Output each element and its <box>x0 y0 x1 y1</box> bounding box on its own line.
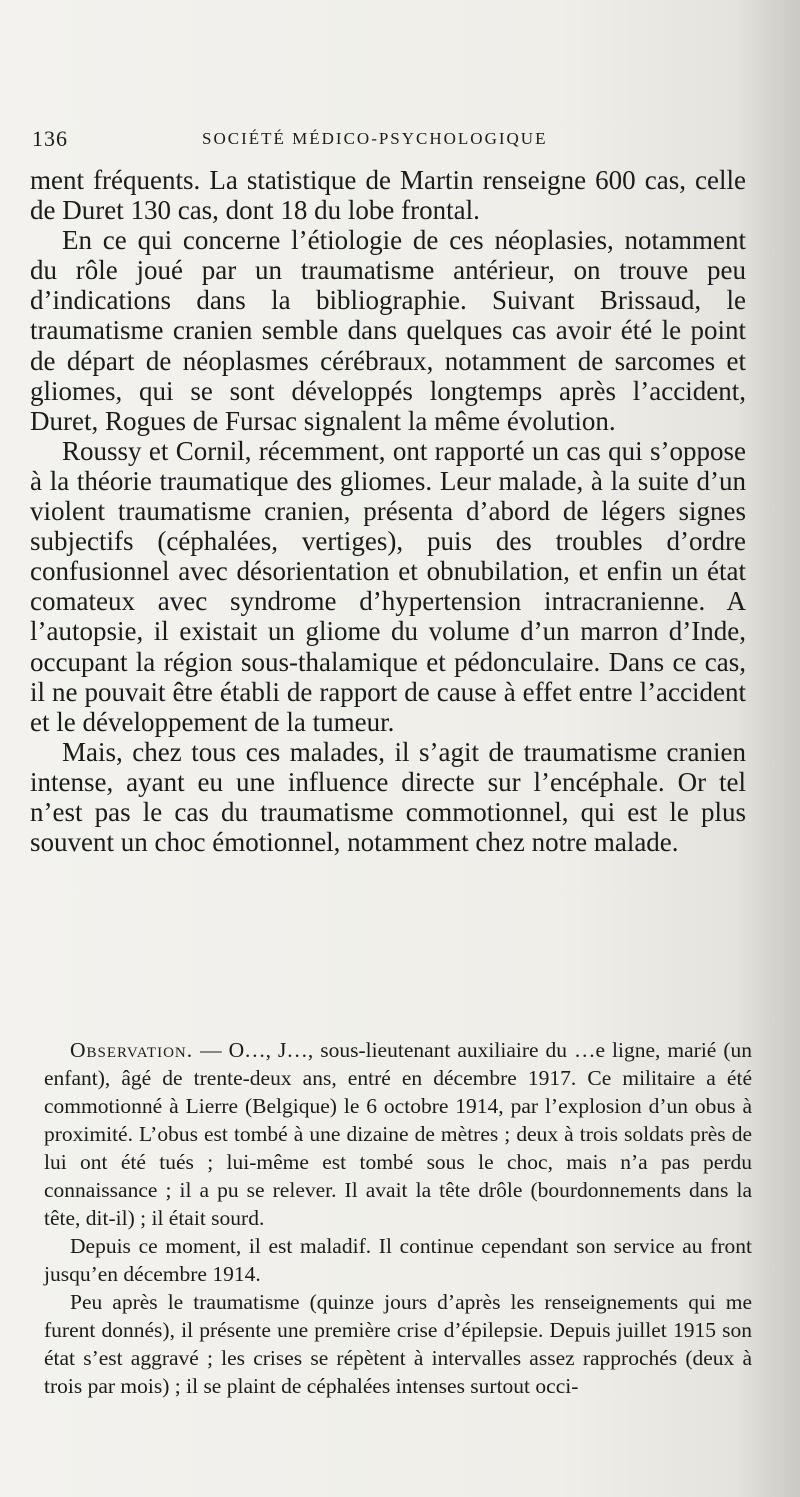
observation-text: — O…, J…, sous-lieutenant auxiliaire du …e ligne, marié (un enfant), âgé de trente-deux ans, entré en décembre 1917. Ce militaire a été commotionné à Lierre (Belgique) le 6 octobre 1914, par l’explosion d’un obus à proximité. L’obus est tombé à une dizaine de mètres ; deux à trois soldats près de lui ont été tués ; lui-même est tombé sous le choc, mais n’a pas perdu connaissance ; il a pu se relever. Il avait la tête drôle (bourdonnements dans la tête, dit-il) ; il était sourd. <box>44 1038 752 1230</box>
observation-paragraph <box>44 1036 752 1232</box>
observation-section <box>44 1036 752 1400</box>
observation-paragraph: Depuis ce moment, il est maladif. Il continue cependant son service au front jusqu’en décembre 1914. <box>44 1234 752 1286</box>
running-head: SOCIÉTÉ MÉDICO-PSYCHOLOGIQUE <box>202 129 548 148</box>
paragraph: ment fréquents. La statistique de Martin renseigne 600 cas, celle de Duret 130 cas, dont 18 du lobe frontal. <box>30 165 746 226</box>
observation-label: Observation. <box>70 1038 194 1062</box>
page-header <box>32 126 752 156</box>
paragraph: Mais, chez tous ces malades, il s’agit de traumatisme cranien intense, ayant eu une influence directe sur l’encéphale. Or tel n’est pas le cas du traumatisme commotionnel, qui est le plus souvent un choc émotionnel, notamment chez notre malade. <box>30 736 746 858</box>
observation-paragraph: Peu après le traumatisme (quinze jours d’après les renseignements qui me furent donnés), il présente une première crise d’épilepsie. Depuis juillet 1915 son état s’est aggravé ; les crises se répètent à intervalles assez rapprochés (deux à trois par mois) ; il se plaint de céphalées intenses surtout occi- <box>44 1290 752 1398</box>
paragraph: En ce qui concerne l’étiologie de ces néoplasies, notamment du rôle joué par un traumatisme antérieur, on trouve peu d’indications dans la bibliographie. Suivant Brissaud, le traumatisme cranien semble dans quelques cas avoir été le point de départ de néoplasmes cérébraux, notamment de sarcomes et gliomes, qui se sont développés longtemps après l’accident, Duret, Rogues de Fursac signalent la même évolution. <box>30 225 746 436</box>
page-number: 136 <box>32 126 68 151</box>
main-text <box>30 165 746 857</box>
paragraph: Roussy et Cornil, récemment, ont rapporté un cas qui s’oppose à la théorie traumatique des gliomes. Leur malade, à la suite d’un violent traumatisme cranien, présenta d’abord de légers signes subjectifs (céphalées, vertiges), puis des troubles d’ordre confusionnel avec désorientation et obnubilation, et enfin un état comateux avec syndrome d’hypertension intracranienne. A l’autopsie, il existait un gliome du volume d’un marron d’Inde, occupant la région sous-thalamique et pédonculaire. Dans ce cas, il ne pouvait être établi de rapport de cause à effet entre l’accident et le développement de la tumeur. <box>30 435 746 737</box>
